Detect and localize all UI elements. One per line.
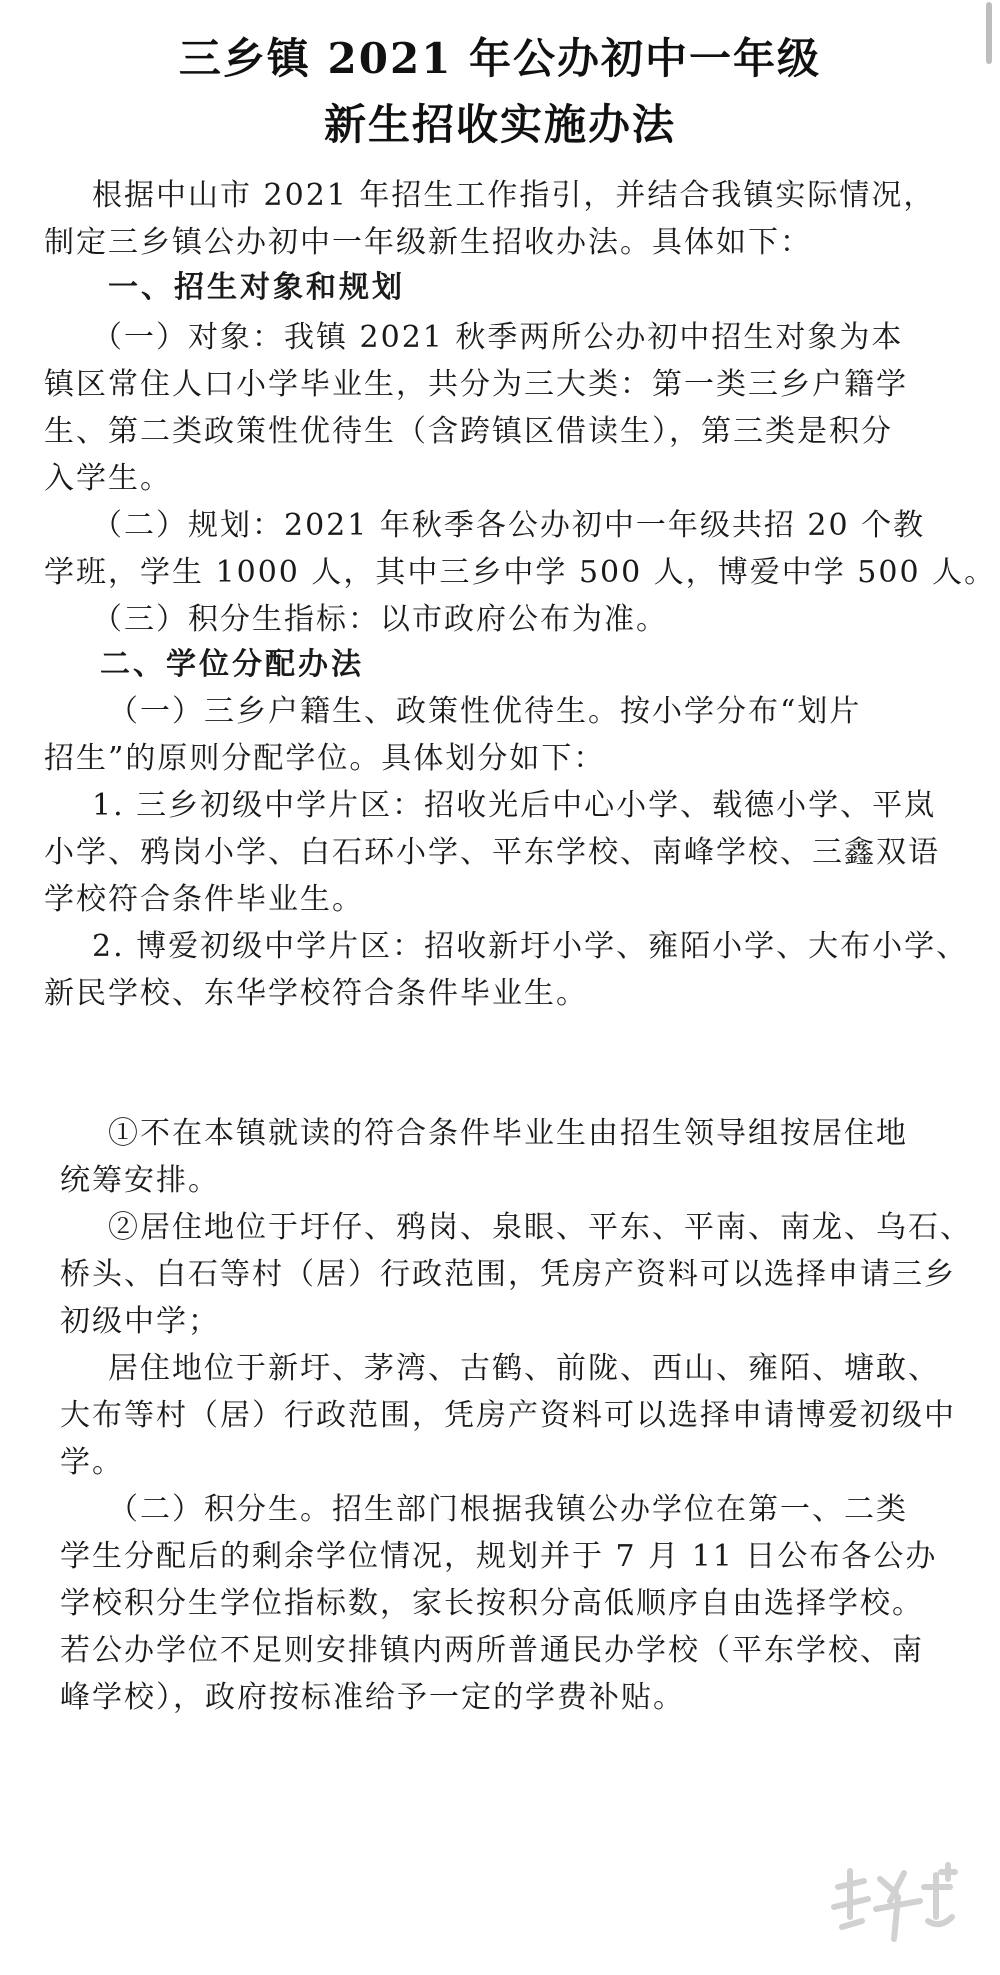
paragraph-line: ①不在本镇就读的符合条件毕业生由招生领导组按居住地 (108, 1116, 908, 1151)
document-title-line-1: 三乡镇 2021 年公办初中一年级 (178, 34, 822, 83)
paragraph-line: （三）积分生指标：以市政府公布为准。 (92, 602, 668, 637)
paragraph-line: 学班，学生 1000 人，其中三乡中学 500 人，博爱中学 500 人。 (44, 555, 997, 590)
section-heading-1: 一、招生对象和规划 (108, 270, 405, 305)
paragraph-line: 大布等村（居）行政范围，凭房产资料可以选择申请博爱初级中 (60, 1398, 956, 1433)
paragraph-line: 入学生。 (44, 461, 172, 496)
document-title-line-2: 新生招收实施办法 (323, 100, 676, 149)
paragraph-line: ②居住地位于圩仔、鸦岗、泉眼、平东、平南、南龙、乌石、 (108, 1210, 972, 1245)
paragraph-line: 学。 (60, 1445, 124, 1480)
paragraph-line: 1. 三乡初级中学片区：招收光后中心小学、载德小学、平岚 (92, 788, 937, 823)
paragraph-line: 根据中山市 2021 年招生工作指引，并结合我镇实际情况， (92, 178, 936, 213)
paragraph-line: 生、第二类政策性优待生（含跨镇区借读生），第三类是积分 (44, 414, 893, 449)
paragraph-line: 2. 博爱初级中学片区：招收新圩小学、雍陌小学、大布小学、 (92, 929, 969, 964)
paragraph-line: 居住地位于新圩、茅湾、古鹤、前陇、西山、雍陌、塘敢、 (108, 1351, 940, 1386)
paragraph-line: （一）对象：我镇 2021 秋季两所公办初中招生对象为本 (92, 320, 904, 355)
section-heading-2: 二、学位分配办法 (100, 647, 364, 682)
paragraph-line: （二）规划：2021 年秋季各公办初中一年级共招 20 个教 (92, 508, 926, 543)
paragraph-line: 初级中学； (60, 1304, 220, 1339)
paragraph-line: 若公办学位不足则安排镇内两所普通民办学校（平东学校、南 (60, 1633, 924, 1668)
paragraph-line: 峰学校），政府按标准给予一定的学费补贴。 (60, 1680, 685, 1715)
paragraph-line: （一）三乡户籍生、政策性优待生。按小学分布“划片 (108, 694, 862, 729)
paragraph-line: 统筹安排。 (60, 1163, 220, 1198)
paragraph-line: （二）积分生。招生部门根据我镇公办学位在第一、二类 (108, 1492, 908, 1527)
paragraph-line: 制定三乡镇公办初中一年级新生招收办法。具体如下： (44, 225, 812, 260)
paragraph-line: 桥头、白石等村（居）行政范围，凭房产资料可以选择申请三乡 (60, 1257, 956, 1292)
paragraph-line: 学校积分生学位指标数，家长按积分高低顺序自由选择学校。 (60, 1586, 924, 1621)
paragraph-line: 学生分配后的剩余学位情况，规划并于 7 月 11 日公布各公办 (60, 1539, 938, 1574)
paragraph-line: 镇区常住人口小学毕业生，共分为三大类：第一类三乡户籍学 (44, 367, 908, 402)
paragraph-line: 招生”的原则分配学位。具体划分如下： (44, 741, 606, 776)
paragraph-line: 学校符合条件毕业生。 (44, 882, 364, 917)
paragraph-line: 小学、鸦岗小学、白石环小学、平东学校、南峰学校、三鑫双语 (44, 835, 940, 870)
paragraph-line: 新民学校、东华学校符合条件毕业生。 (44, 976, 588, 1011)
newspaper-logo-watermark-icon (824, 1857, 964, 1949)
